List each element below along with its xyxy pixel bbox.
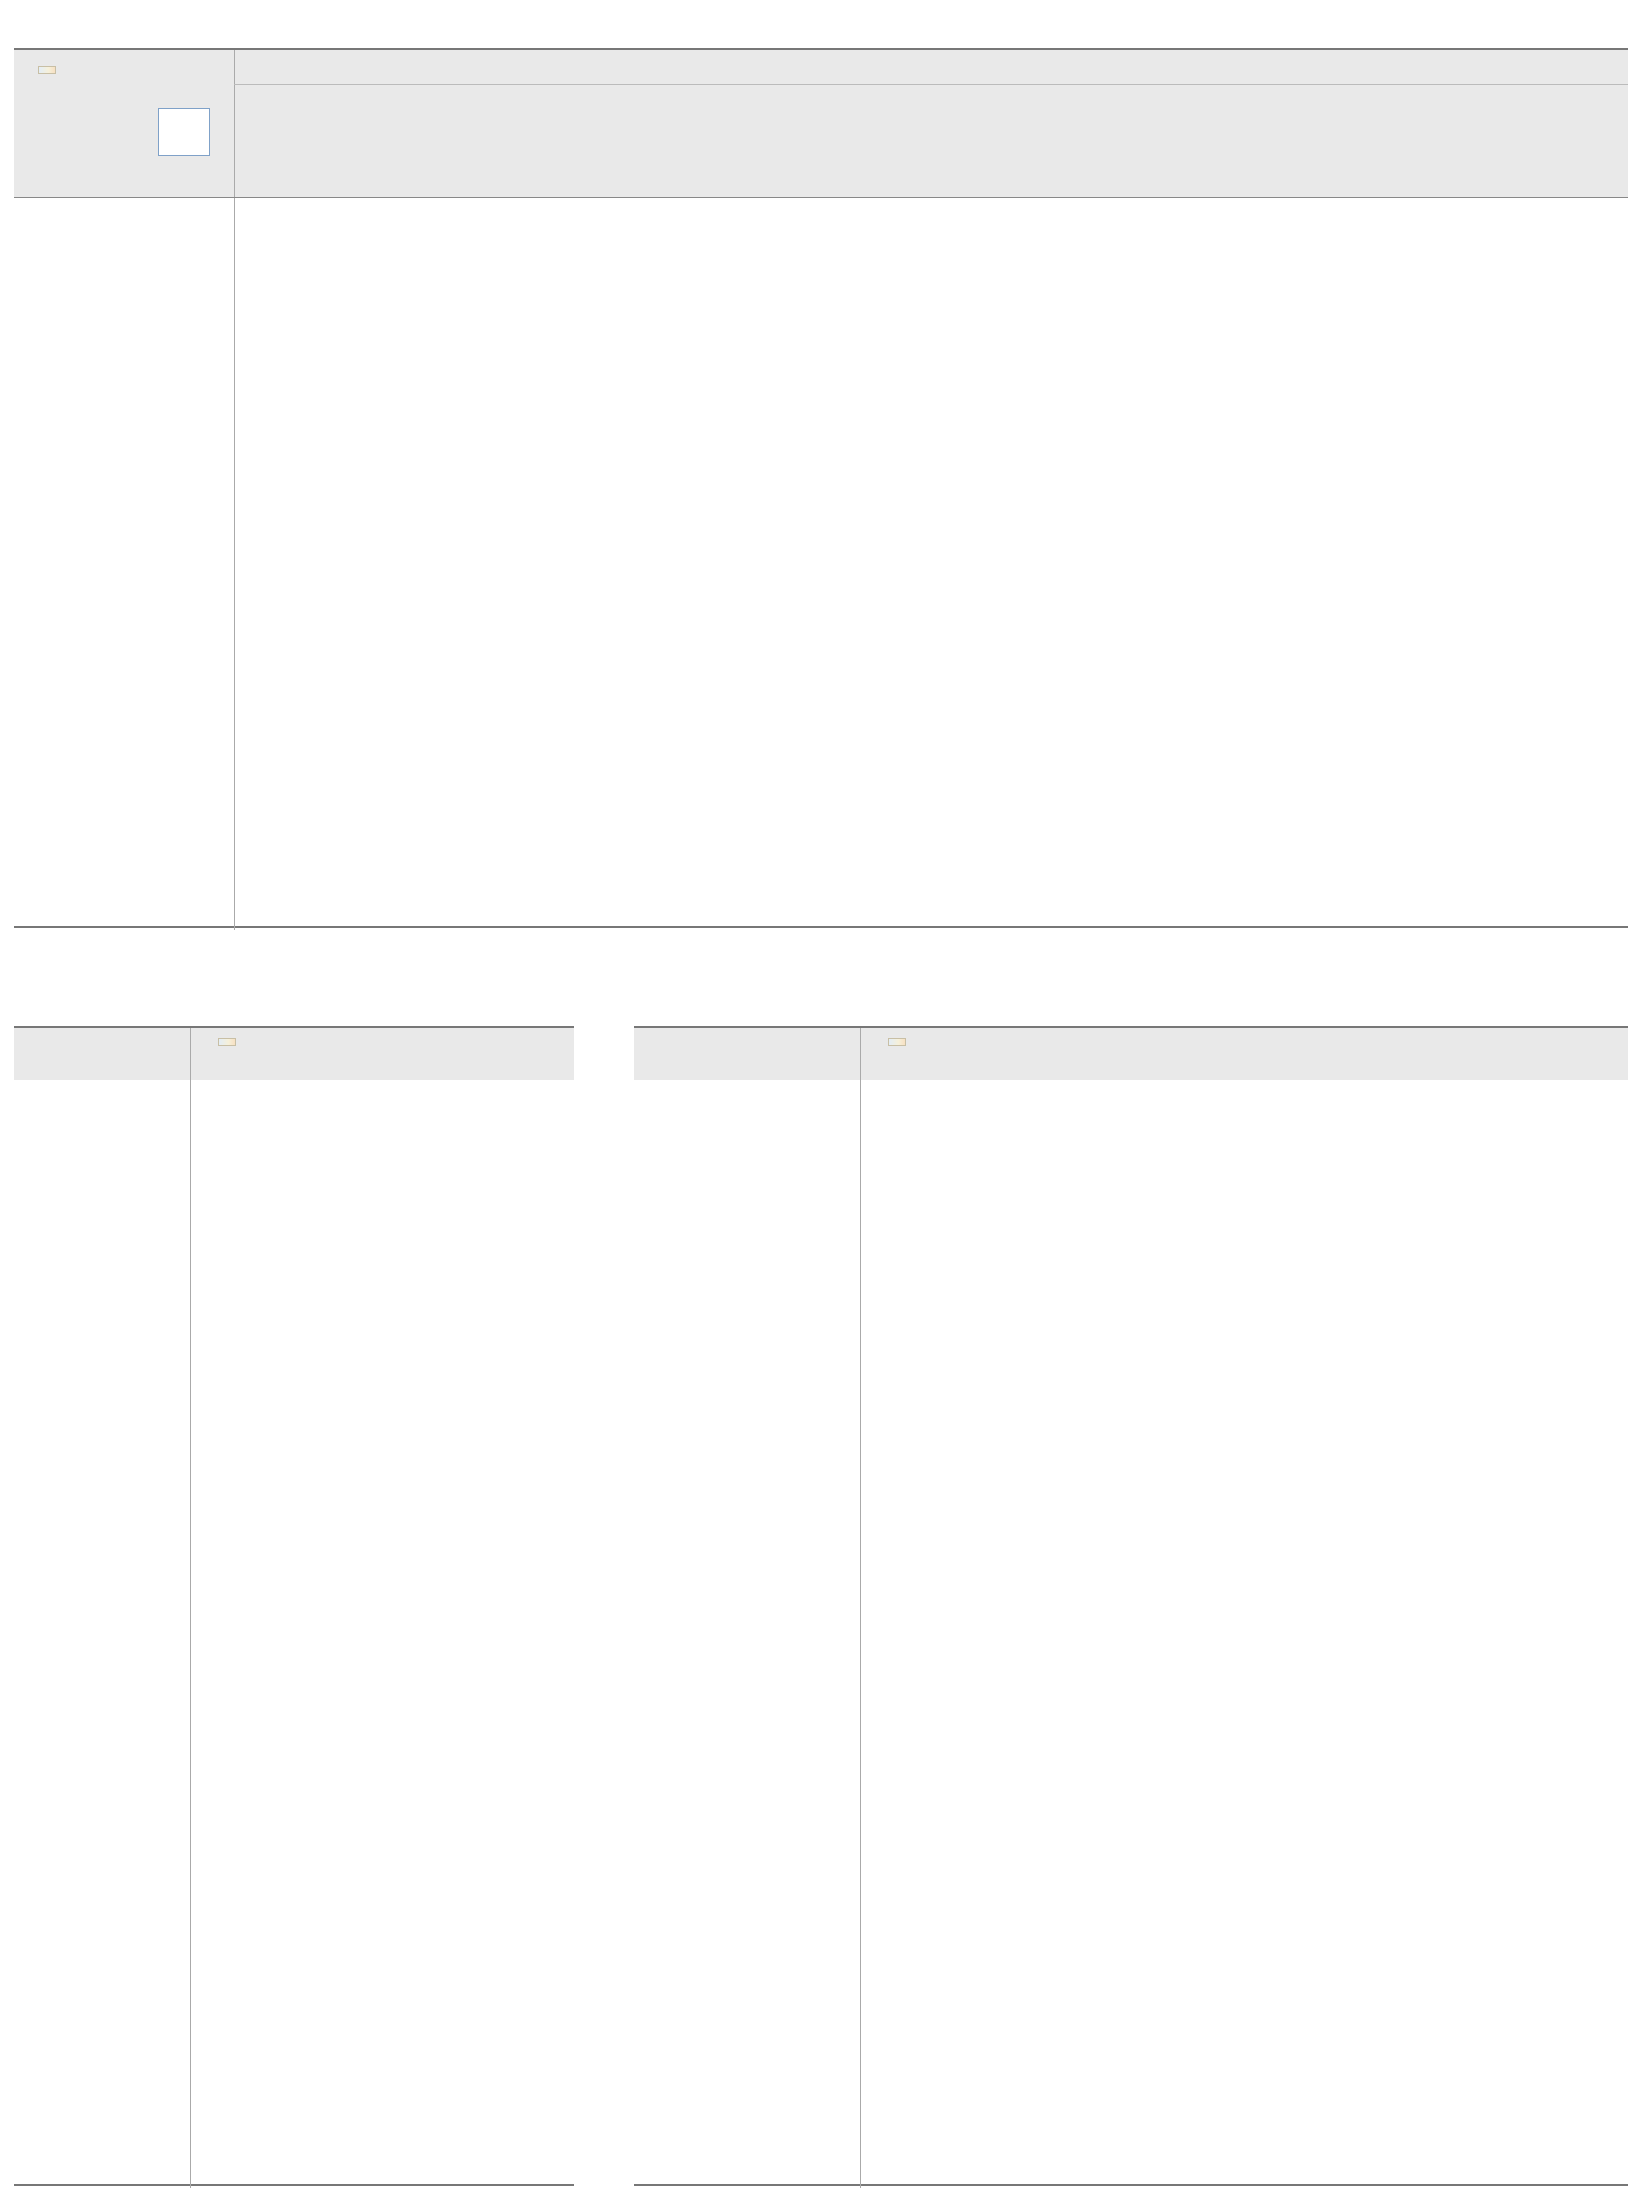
indirect-color-tag (218, 1038, 236, 1046)
design-color-tag (888, 1038, 906, 1046)
wireless-dimming-fit-icon (158, 108, 210, 156)
color-temp-tag (38, 66, 56, 74)
design-base-table (634, 1026, 1628, 2186)
indirect-table (14, 1026, 574, 2186)
base-downlight-table (14, 48, 1628, 928)
